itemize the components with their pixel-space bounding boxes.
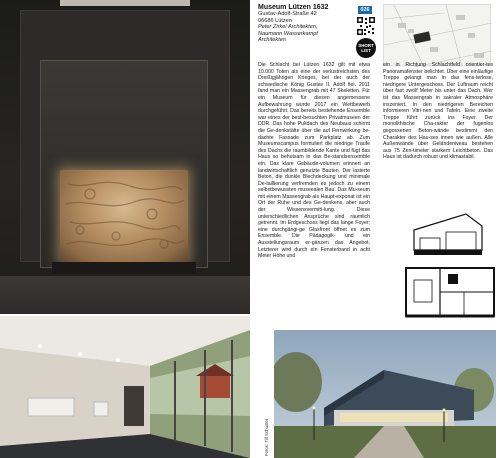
plinth	[52, 262, 196, 274]
mass-grave-block	[60, 170, 188, 262]
floor	[0, 276, 250, 314]
exhibit-photo	[0, 0, 250, 314]
text-column-1: Die Schlacht bei Lützen 1632 gilt mit etwa 10.000 Toten als eine der verlustreichsten des Dreißigjährigen Krieges, bei der auch der schwedische König Gustav II. Adolf fiel. 2011 fand man ein Massengrab mit 47 Skeletten. Für ein Museum für diesen angemessene Aufbewahrung wurde 2017 ein Wettbewerb durchgeführt. Das bereits bestehende Ensemble war eines der best-besuchten Privatmuseen der DDR. Das hohe Pultdach des Neubaus schirmt die Ge-denkstätte über die auf Fernwirkung be-dachte Fassade zum Parkplatz ab. Zum Museumscampus formuliert die niedrige Traufe des Dachs die raumbildende Kante und fügt das Haus so behutsam in das Be-standsensemble ein. Das klare Gebäude-volumen erinnert an landwirtschaftlich genutzte Bauten. Der lasierte Beton, die dunkle Blechdeckung und minimale De-taillierung verfremden es jedoch zu einem selbstbewussten museealen Bau. Das Mu-seum mit einem Massengrab als Haupt-exponat ist ein Ort der Ruhe und des Ge-denkens, aber auch der Wissensvermitt-lung. Diese unterschiedlichen Ansprüche sind räumlich getrennt. Im Erdgeschoss liegt das lange Foyer; eine durchgängi-ge Glasfront öffnet es zum Ensemble. Die Pädagogik- und ein Ausstellungsraum er-gänzen das Angebot. Letzterer wird durch ein Fensterband in acht Meter Höhe und	[258, 62, 370, 260]
architect-line-1: Peter Zirkel Architekten,	[258, 24, 318, 31]
site-plan-map	[383, 4, 491, 66]
photo-credit: Fotos: Till Schuster	[264, 418, 269, 456]
shortlist-badge	[356, 38, 376, 58]
architect-line-2: Naumann Wasserkampf	[258, 30, 318, 37]
text-column-2: ein in Richtung Schlachtfeld orientier-tes Panoramafenster belichtet. Über eine einläufige Treppe gelangt man in das fens-terlose, niedrigere Untergeschoss. Der Luftraum reicht über fast zwölf Meter bis unter das Dach. Wer ist das Massengrab in sakraler Atmosphäre inszeniert. In den niedrigeren Bereichen informieren Vitri-nen und Tafeln. Eine zweite Treppe führt zurück ins Foyer. Der monolithische Cha-rakter der fugenlos gegossenen Beton-wände bestimmt den Charakter des Hau-ses innen wie außen. Alle Außenwände über Geländeniveau bestehen aus 75 Zen-timeter starkem Leichtbeton. Das Haus ist dadurch robust und klimastabil.	[383, 62, 493, 161]
qr-code[interactable]	[356, 16, 376, 36]
foyer-photo	[0, 316, 250, 458]
section-drawing	[410, 210, 490, 258]
architect-line-3: Architekten	[258, 37, 286, 44]
entry-title: Museum Lützen 1632	[258, 4, 329, 11]
shortlist-badge-line-1: SHORT	[358, 43, 374, 48]
entry-number-badge: 026	[358, 6, 372, 14]
ceiling-light	[60, 0, 190, 6]
exterior-photo	[274, 330, 496, 458]
address-street: Gustav-Adolf-Straße 42	[258, 11, 317, 17]
entry-header	[258, 4, 354, 64]
floor-plan	[404, 266, 496, 320]
address-city: 06686 Lützen	[258, 17, 292, 24]
shortlist-badge-line-2: LIST	[361, 48, 371, 53]
